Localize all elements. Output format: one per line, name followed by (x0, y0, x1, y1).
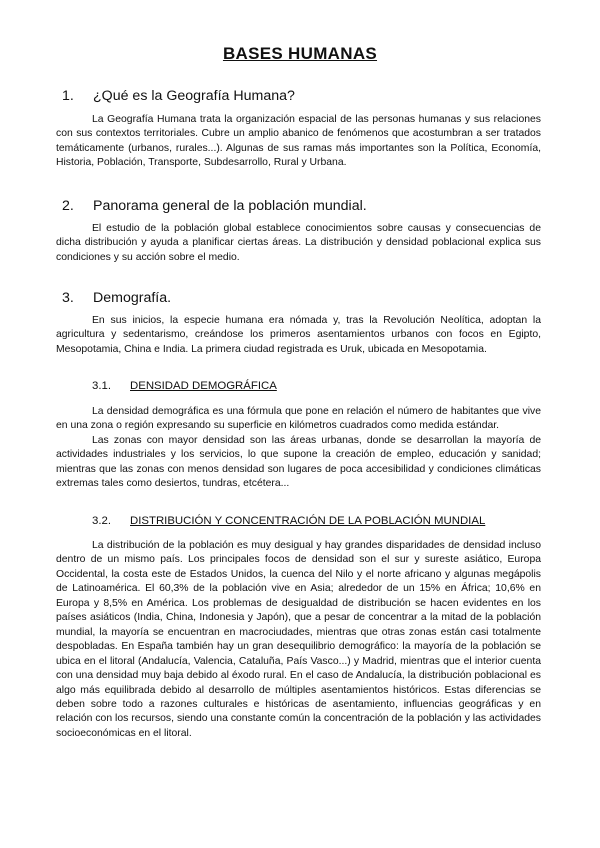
paragraph: El estudio de la población global establece conocimientos sobre causas y consecuencias de dicha distribución y ayuda a planificar ciertas áreas. La distribución y densidad poblacional explica sus condiciones y su acción sobre el medio. (56, 223, 541, 263)
subsection-title: DENSIDAD DEMOGRÁFICA (130, 380, 277, 392)
paragraph: La Geografía Humana trata la organización espacial de las personas humanas y sus relaciones con sus contextos territoriales. Cubre un amplio abanico de fenómenos que acostumbran a ser tratados temáticamente (urbanos, rurales...). Algunas de sus ramas más importantes son la Política, Economía, Historia, Población, Transporte, Subdesarrollo, Rural y Urbana. (56, 114, 541, 169)
section-title: ¿Qué es la Geografía Humana? (93, 88, 295, 104)
section-title: Panorama general de la población mundial. (93, 198, 367, 214)
section-number: 3. (62, 290, 74, 306)
subsection-number: 3.1. (92, 380, 111, 392)
paragraph: La distribución de la población es muy desigual y hay grandes disparidades de densidad incluso dentro de un mismo país. Los principales focos de densidad son el sur y sureste asiático, Europa Occidental, la costa este de Estados Unidos, la cuenca del Nilo y el norte africano y algunas megápolis de Latinoamérica. El 60,3% de la población vive en Asia; alrededor de un 15% en África; 10,6% en Europa y 8,5% en América. Los problemas de desigualdad de distribución se hacen evidentes en los países asiáticos (India, China, Indonesia y Japón), que a pesar de concentrar a la mitad de la población mundial, la mayoría se encuentran en macrociudades, mientras que otras zonas están casi totalmente despobladas. En España también hay un gran desequilibrio demográfico: la mayoría de la población se ubica en el litoral (Andalucía, Valencia, Cataluña, País Vasco...) y Madrid, mientras que el interior cuenta con una densidad muy baja debido al éxodo rural. En el caso de Andalucía, la distribución poblacional es algo más equilibrada debido al desarrollo de múltiples asentamientos históricos. Estas diferencias se deben sobre todo a razones culturales e históricas de asentamiento, influencias geográficas y en relación con los recursos, siendo una constante común la concentración de la población y las actividades socioeconómicas en el litoral. (56, 540, 541, 739)
section-number: 1. (62, 88, 74, 104)
document-title: BASES HUMANAS (222, 44, 378, 63)
subsection-number: 3.2. (92, 515, 111, 527)
subsection-heading-3-1 (92, 379, 277, 393)
subsection-title: DISTRIBUCIÓN Y CONCENTRACIÓN DE LA POBLACIÓN MUNDIAL (130, 515, 486, 527)
paragraph: Las zonas con mayor densidad son las áreas urbanas, donde se desarrollan la mayoría de actividades industriales y los servicios, lo que supone la creación de empleo, educación y sanidad; mientras que las zonas con menos densidad son lugares de poca accesibilidad y condiciones climáticas extremas tales como desiertos, tundras, etcétera... (56, 435, 541, 490)
section-heading-3 (62, 289, 171, 307)
section-title: Demografía. (93, 290, 172, 306)
section-number: 2. (62, 198, 74, 214)
paragraph: En sus inicios, la especie humana era nómada y, tras la Revolución Neolítica, adoptan la agricultura y sedentarismo, creándose los primeros asentamientos urbanos con focos en Egipto, Mesopotamia, China e India. La primera ciudad registrada es Uruk, ubicada en Mesopotamia. (56, 315, 541, 355)
subsection-heading-3-2 (92, 514, 485, 528)
paragraph: La densidad demográfica es una fórmula que pone en relación el número de habitantes que vive en una zona o región expresando su superficie en kilómetros cuadrados como medida estándar. (56, 406, 541, 432)
section-heading-2 (62, 197, 367, 215)
section-heading-1 (62, 87, 295, 105)
